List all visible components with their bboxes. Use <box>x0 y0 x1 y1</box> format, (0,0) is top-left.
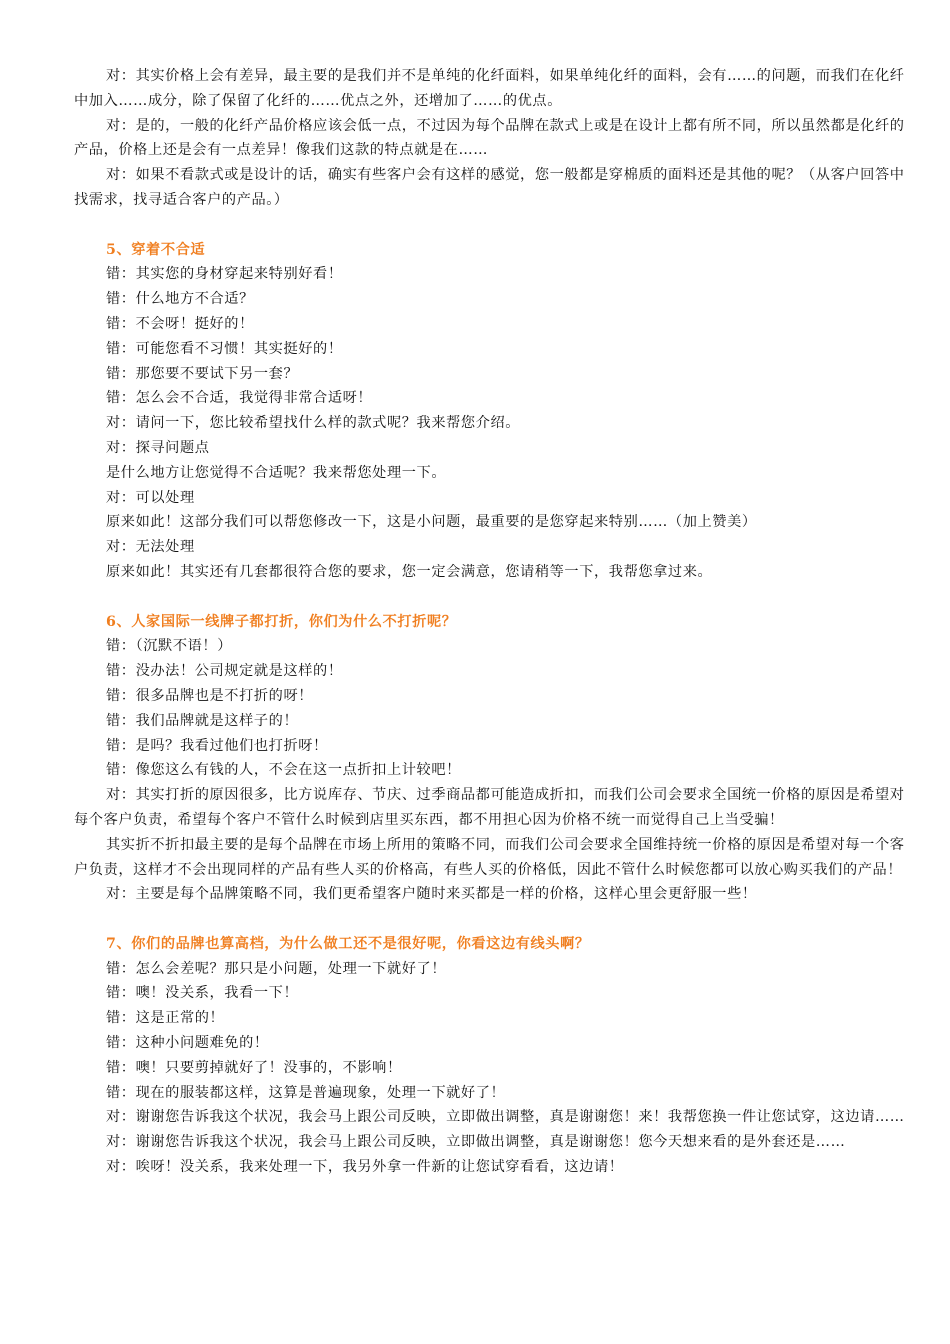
section-gap <box>74 585 908 610</box>
section-5-line: 错：不会呀！挺好的！ <box>106 315 254 332</box>
section-6-body <box>74 634 908 907</box>
section-6-line: 错：（沉默不语！） <box>106 638 232 655</box>
section-6-line: 错：像您这么有钱的人，不会在这一点折扣上计较吧！ <box>106 762 461 779</box>
intro-paragraph-1: 对：其实价格上会有差异，最主要的是我们并不是单纯的化纤面料，如果单纯化纤的面料，会有……的问题，而我们在化纤中加入……成分，除了保留了化纤的……优点之外，还增加了……的优点。 <box>74 68 905 109</box>
section-5-line: 错：怎么会不合适，我觉得非常合适呀！ <box>106 390 373 407</box>
section-5-heading: 5、穿着不合适 <box>106 241 206 258</box>
section-5-line: 错：那您要不要试下另一套？ <box>106 365 299 382</box>
section-6-heading: 6、人家国际一线牌子都打折，你们为什么不打折呢？ <box>106 613 457 630</box>
section-gap <box>74 213 908 238</box>
intro-paragraph-2: 对：是的，一般的化纤产品价格应该会低一点，不过因为每个品牌在款式上或是在设计上都有所不同，所以虽然都是化纤的产品，价格上还是会有一点差异！像我们这款的特点就是在…… <box>74 117 905 159</box>
section-5-line: 错：其实您的身材穿起来特别好看！ <box>106 266 343 283</box>
section-6-paragraph: 对：主要是每个品牌策略不同，我们更希望客户随时来买都是一样的价格，这样心里会更舒服一些！ <box>106 886 757 903</box>
section-7-paragraph: 对：谢谢您告诉我这个状况，我会马上跟公司反映，立即做出调整，真是谢谢您！来！我帮您换一件让您试穿，这边请…… <box>106 1109 905 1126</box>
section-5-line: 对：请问一下，您比较希望找什么样的款式呢？我来帮您介绍。 <box>106 415 521 432</box>
section-6-line: 错：很多品牌也是不打折的呀！ <box>106 687 314 704</box>
section-6-paragraph: 其实折不折扣最主要的是每个品牌在市场上所用的策略不同，而我们公司会要求全国维持统一价格的原因是希望对每一个客户负责，这样才不会出现同样的产品有些人买的价格高，有些人买的价格低，因此不管什么时候您都可以放心购买我们的产品！ <box>74 836 905 878</box>
section-6-line: 错：没办法！公司规定就是这样的！ <box>106 663 343 680</box>
section-6-line: 错：我们品牌就是这样子的！ <box>106 712 299 729</box>
section-7-line: 错：噢！没关系，我看一下！ <box>106 985 299 1002</box>
section-5-line: 对：可以处理 <box>106 489 195 506</box>
section-5-line: 是什么地方让您觉得不合适呢？我来帮您处理一下。 <box>106 464 447 481</box>
section-7-line: 错：这种小问题难免的！ <box>106 1035 269 1052</box>
section-gap <box>74 907 908 932</box>
intro-paragraph-3: 对：如果不看款式或是设计的话，确实有些客户会有这样的感觉，您一般都是穿棉质的面料还是其他的呢？（从客户回答中找需求，找寻适合客户的产品。） <box>74 167 905 208</box>
section-7-line: 错：现在的服装都这样，这算是普遍现象，处理一下就好了！ <box>106 1084 506 1101</box>
section-5-body <box>74 262 908 584</box>
section-7-line: 错：噢！只要剪掉就好了！没事的，不影响！ <box>106 1059 402 1076</box>
section-7-paragraph: 对：唉呀！没关系，我来处理一下，我另外拿一件新的让您试穿看看，这边请！ <box>106 1159 624 1176</box>
section-5-line: 原来如此！其实还有几套都很符合您的要求，您一定会满意，您请稍等一下，我帮您拿过来。 <box>106 563 713 580</box>
section-5-line: 错：可能您看不习惯！其实挺好的！ <box>106 340 343 357</box>
section-5-line: 对：探寻问题点 <box>106 439 210 456</box>
section-5-line: 对：无法处理 <box>106 539 195 556</box>
section-7-paragraph: 对：谢谢您告诉我这个状况，我会马上跟公司反映，立即做出调整，真是谢谢您！您今天想来看的是外套还是…… <box>106 1134 846 1151</box>
section-6-paragraph: 对：其实打折的原因很多，比方说库存、节庆、过季商品都可能造成折扣，而我们公司会要求全国统一价格的原因是希望对每个客户负责，希望每个客户不管什么时候到店里买东西，都不用担心因为价格不统一而觉得自己上当受骗！ <box>74 787 905 828</box>
section-5-line: 原来如此！这部分我们可以帮您修改一下，这是小问题，最重要的是您穿起来特别……（加上赞美） <box>106 514 757 531</box>
section-7-body <box>74 957 908 1180</box>
section-7-line: 错：怎么会差呢？那只是小问题，处理一下就好了！ <box>106 960 447 977</box>
section-5-line: 错：什么地方不合适？ <box>106 291 254 308</box>
section-6-line: 错：是吗？我看过他们也打折呀！ <box>106 737 328 754</box>
section-7-line: 错：这是正常的！ <box>106 1010 225 1027</box>
section-7-heading: 7、你们的品牌也算高档，为什么做工还不是很好呢，你看这边有线头啊？ <box>106 935 590 952</box>
